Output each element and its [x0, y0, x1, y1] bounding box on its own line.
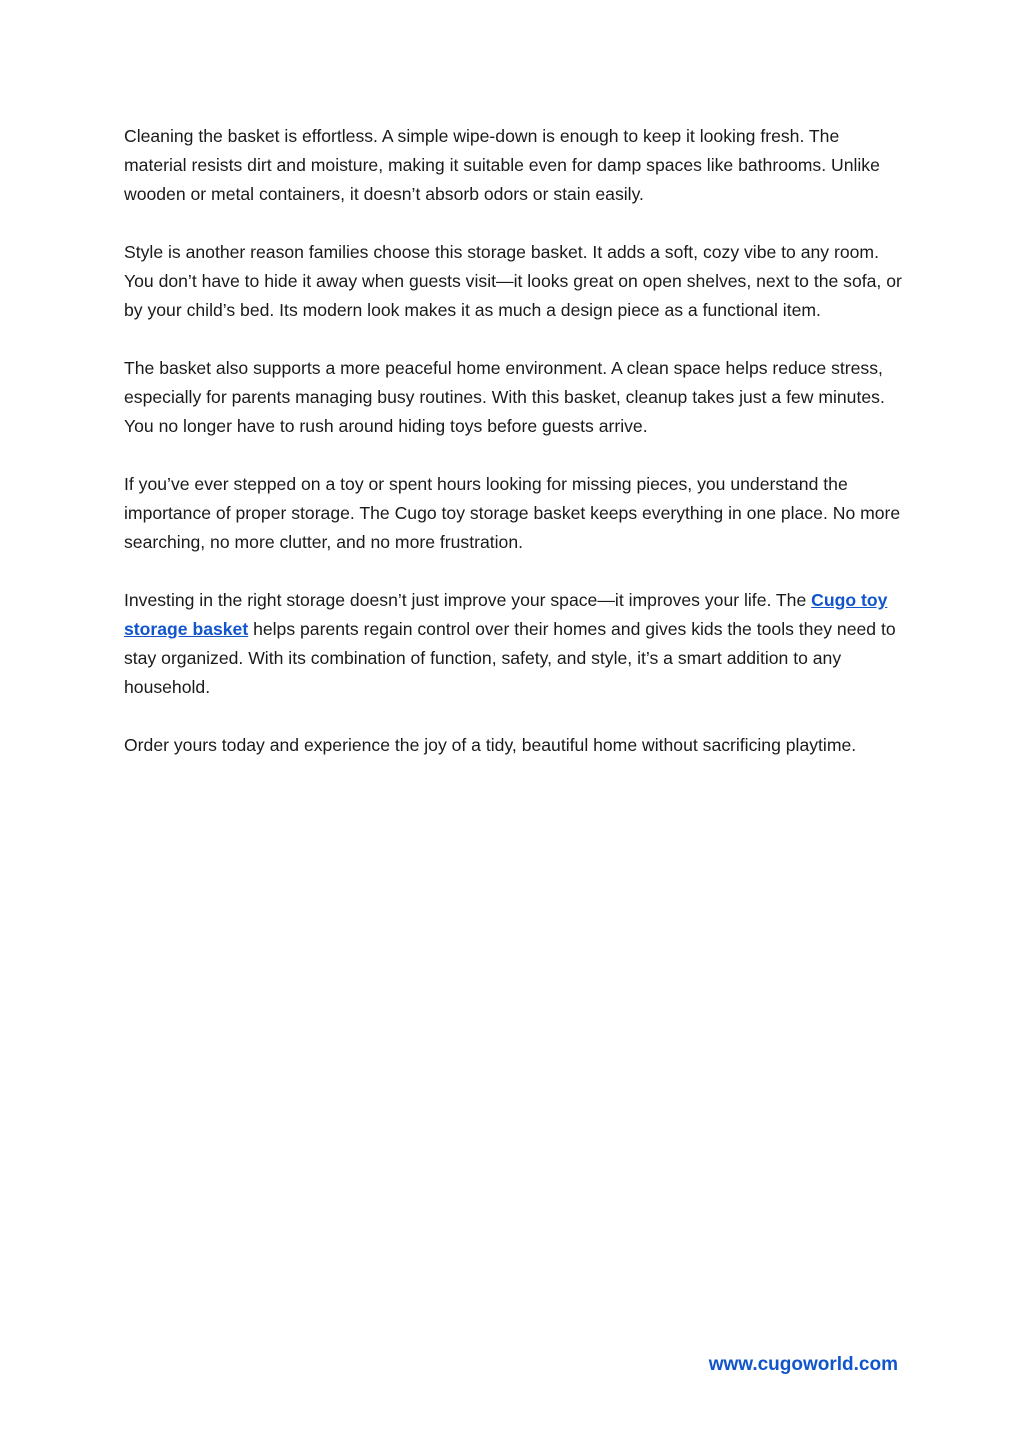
paragraph-style: Style is another reason families choose this storage basket. It adds a soft, cozy vibe to any room. You don’t have to hide it away when guests visit—it looks great on open shelves, next to the sofa, or by your child’s bed. Its modern look makes it as much a design piece as a functional item.: [124, 242, 902, 320]
paragraph-cleaning: Cleaning the basket is effortless. A simple wipe-down is enough to keep it looking fresh. The material resists dirt and moisture, making it suitable even for damp spaces like bathrooms. Unlike wooden or metal containers, it doesn’t absorb odors or stain easily.: [124, 126, 880, 204]
paragraph-proper-storage: If you’ve ever stepped on a toy or spent hours looking for missing pieces, you understand the importance of proper storage. The Cugo toy storage basket keeps everything in one place. No more searching, no more clutter, and no more frustration.: [124, 474, 901, 552]
paragraph-investing-text-before: Investing in the right storage doesn’t just improve your space—it improves your life. The: [124, 590, 812, 610]
paragraph-peaceful-home: The basket also supports a more peaceful home environment. A clean space helps reduce stress, especially for parents managing busy routines. With this basket, cleanup takes just a few minutes. You no longer have to rush around hiding toys before guests arrive.: [124, 358, 885, 436]
cugo-toy-storage-basket-link[interactable]: Cugo toy storage basket: [124, 590, 888, 639]
paragraph-investing-text-after: helps parents regain control over their homes and gives kids the tools they need to stay organized. With its combination of function, safety, and style, it’s a smart addition to any household.: [124, 619, 896, 697]
website-footer-link[interactable]: www.cugoworld.com: [708, 1354, 898, 1375]
paragraph-investing: [124, 586, 904, 702]
document-body: [124, 122, 904, 789]
paragraph-closing: Order yours today and experience the joy of a tidy, beautiful home without sacrificing playtime.: [124, 735, 857, 755]
